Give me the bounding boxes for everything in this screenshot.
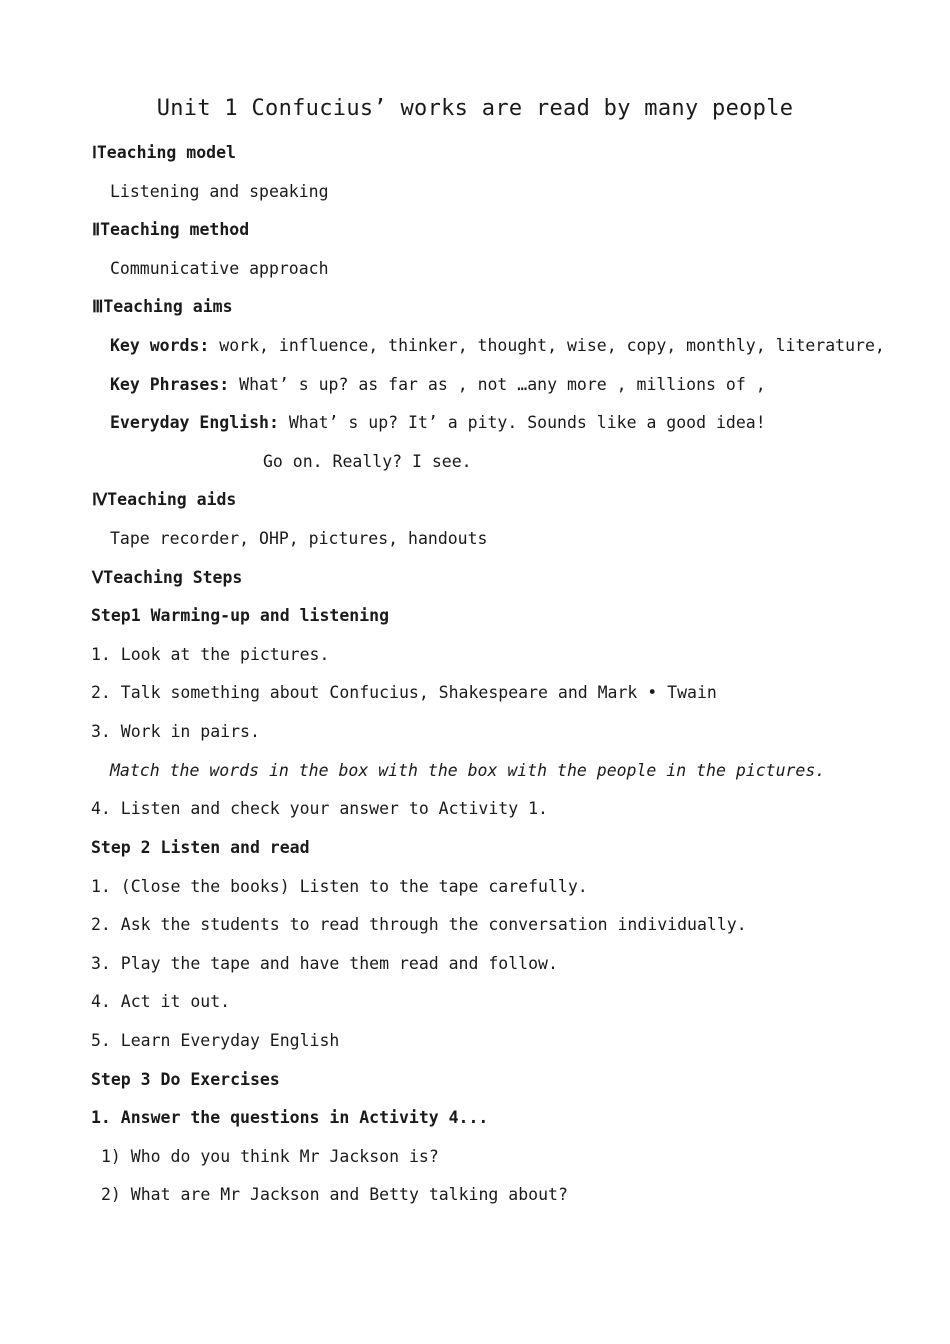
step2-item: 4. Act it out. [91,992,231,1011]
step1-item-instruction: Match the words in the box with the box with the people in the pictures. [110,761,826,780]
step2-item: 2. Ask the students to read through the conversation individually. [91,915,747,934]
section-heading-teaching-method: ⅡTeaching method [92,220,250,239]
step3-question: 2) What are Mr Jackson and Betty talking about? [101,1185,568,1204]
step3-question: 1) Who do you think Mr Jackson is? [101,1147,439,1166]
step1-item: 1. Look at the pictures. [91,645,330,664]
key-words-text: work, influence, thinker, thought, wise, copy, monthly, literature, [209,336,885,355]
section-heading-teaching-aids: ⅣTeaching aids [92,490,237,509]
step1-item: 4. Listen and check your answer to Activity 1. [91,799,548,818]
key-words-label: Key words: [110,336,210,355]
step2-heading: Step 2 Listen and read [91,838,310,857]
teaching-aids-text: Tape recorder, OHP, pictures, handouts [110,529,488,548]
section-heading-teaching-aims: ⅢTeaching aims [92,297,233,316]
teaching-method-text: Communicative approach [110,259,329,278]
document-title: Unit 1 Confucius’ works are read by many people [156,96,794,121]
key-phrases-line [110,374,766,396]
step1-item: 3. Work in pairs. [91,722,260,741]
step3-subheading: 1. Answer the questions in Activity 4... [91,1108,489,1127]
step2-item: 3. Play the tape and have them read and follow. [91,954,558,973]
step3-heading: Step 3 Do Exercises [91,1070,280,1089]
key-phrases-label: Key Phrases: [110,375,230,394]
everyday-english-label: Everyday English: [110,413,279,432]
step1-heading: Step1 Warming-up and listening [91,606,390,625]
key-phrases-text: What’ s up? as far as , not …any more , millions of , [229,375,766,394]
everyday-english-text: What’ s up? It’ a pity. Sounds like a good idea! [278,413,766,432]
everyday-english-line [110,412,766,434]
key-words-line [110,335,885,357]
step2-item: 1. (Close the books) Listen to the tape carefully. [91,877,588,896]
step1-item: 2. Talk something about Confucius, Shakespeare and Mark • Twain [91,683,717,702]
section-heading-teaching-steps: ⅤTeaching Steps [92,568,243,587]
everyday-english-continuation: Go on. Really? I see. [263,452,472,471]
teaching-model-text: Listening and speaking [110,182,329,201]
section-heading-teaching-model: ⅠTeaching model [92,143,236,162]
step2-item: 5. Learn Everyday English [91,1031,340,1050]
